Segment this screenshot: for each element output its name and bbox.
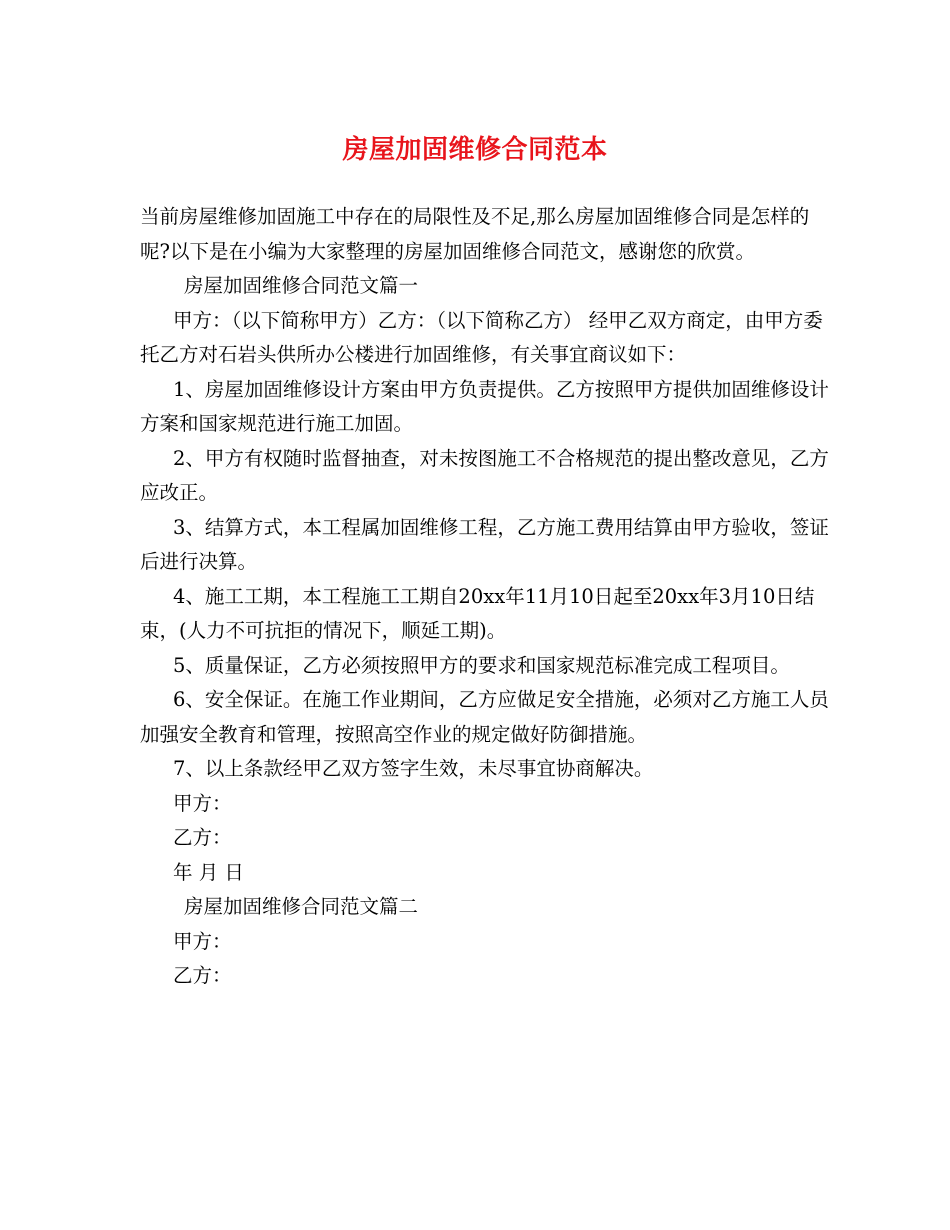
section1-heading: 房屋加固维修合同范文篇一 [184, 274, 419, 297]
clause-3: 3、结算方式，本工程属加固维修工程，乙方施工费用结算由甲方验收，签证后进行决算。 [140, 515, 829, 573]
section2-heading: 房屋加固维修合同范文篇二 [184, 895, 419, 918]
signature-party-a: 甲方： [173, 791, 232, 815]
section2-party-a: 甲方： [173, 929, 232, 953]
signature-party-b: 乙方： [173, 826, 232, 849]
intro-paragraph: 当前房屋维修加固施工中存在的局限性及不足,那么房屋加固维修合同是怎样的呢?以下是在小编为大家整理的房屋加固维修合同范文，感谢您的欣赏。 [140, 205, 810, 263]
clause-6: 6、安全保证。在施工作业期间，乙方应做足安全措施，必须对乙方施工人员加强安全教育和管理，按照高空作业的规定做好防御措施。 [140, 688, 829, 746]
document-body [140, 200, 830, 994]
parties-paragraph: 甲方：（以下简称甲方）乙方：（以下简称乙方） 经甲乙双方商定，由甲方委托乙方对石岩头供所办公楼进行加固维修，有关事宜商议如下： [140, 308, 823, 366]
section2-party-b: 乙方： [173, 964, 232, 987]
clause-4: 4、施工工期，本工程施工工期自20xx年11月10日起至20xx年3月10日结束，(人力不可抗拒的情况下，顺延工期)。 [140, 584, 815, 642]
signature-date: 年 月 日 [173, 860, 244, 884]
clause-2: 2、甲方有权随时监督抽查，对未按图施工不合格规范的提出整改意见，乙方应改正。 [140, 446, 829, 504]
clause-5: 5、质量保证，乙方必须按照甲方的要求和国家规范标准完成工程项目。 [173, 653, 790, 677]
clause-7: 7、以上条款经甲乙双方签字生效，未尽事宜协商解决。 [173, 757, 654, 780]
clause-1: 1、房屋加固维修设计方案由甲方负责提供。乙方按照甲方提供加固维修设计方案和国家规范进行施工加固。 [140, 377, 829, 435]
document-title: 房屋加固维修合同范本 [342, 135, 608, 165]
